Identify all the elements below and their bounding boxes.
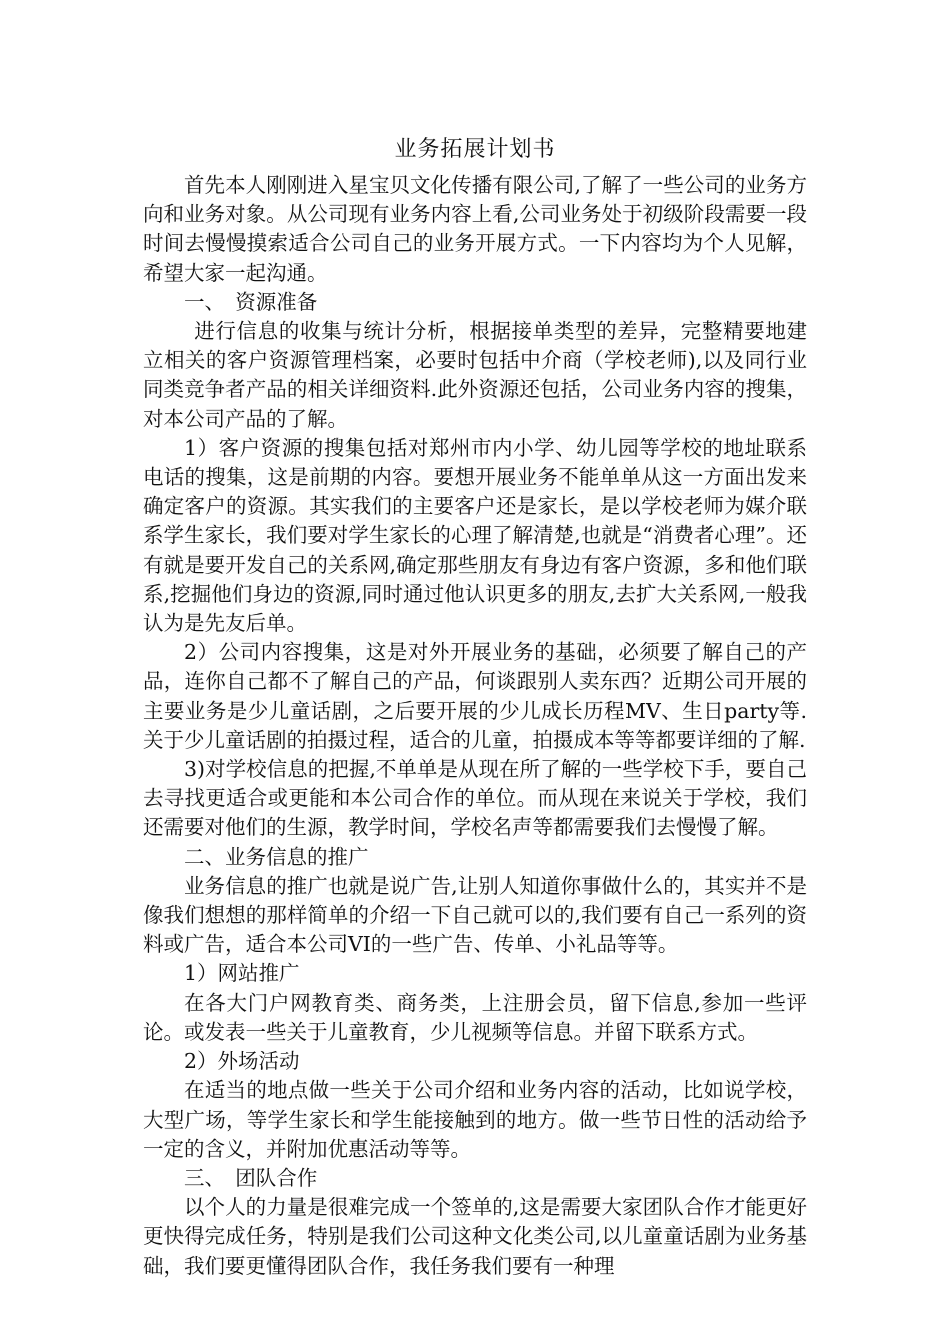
paragraph-customer-resources: 1）客户资源的搜集包括对郑州市内小学、幼儿园等学校的地址联系电话的搜集，这是前期的内容。要想开展业务不能单单从这一方面出发来确定客户的资源。其实我们的主要客户还是家长，是以学校老师为媒介联系学生家长，我们要对学生家长的心理了解清楚,也就是“消费者心理”。还有就是要开发自己的关系网,确定那些朋友有身边有客户资源，多和他们联系,挖掘他们身边的资源,同时通过他认识更多的朋友,去扩大关系网,一般我认为是先友后单。 — [143, 435, 807, 636]
subheading-outdoor-activity: 2）外场活动 — [184, 1049, 300, 1074]
document-body — [143, 133, 807, 1281]
paragraph-school-info: 3)对学校信息的把握,不单单是从现在所了解的一些学校下手，要自己去寻找更适合或更能和本公司合作的单位。而从现在来说关于学校，我们还需要对他们的生源，教学时间，学校名声等都需要我们去慢慢了解。 — [143, 757, 807, 840]
paragraph-company-content: 2）公司内容搜集，这是对外开展业务的基础，必须要了解自己的产品，连你自己都不了解自己的产品，何谈跟别人卖东西？近期公司开展的主要业务是少儿童话剧，之后要开展的少儿成长历程MV、生日party等.关于少儿童话剧的拍摄过程，适合的儿童，拍摄成本等等都要详细的了解. — [143, 640, 807, 752]
section-heading-promotion: 二、业务信息的推广 — [184, 844, 369, 869]
paragraph-resources: 进行信息的收集与统计分析，根据接单类型的差异，完整精要地建立相关的客户资源管理档案，必要时包括中介商（学校老师),以及同行业同类竞争者产品的相关详细资料.此外资源还包括，公司业务内容的搜集，对本公司产品的了解。 — [143, 319, 807, 431]
subheading-website-promotion: 1）网站推广 — [184, 961, 300, 986]
paragraph-website-promotion: 在各大门户网教育类、商务类，上注册会员，留下信息,参加一些评论。或发表一些关于儿童教育，少儿视频等信息。并留下联系方式。 — [143, 990, 807, 1044]
document-title: 业务拓展计划书 — [394, 137, 556, 162]
section-heading-resources: 一、 资源准备 — [184, 289, 318, 314]
section-heading-teamwork: 三、 团队合作 — [184, 1165, 318, 1190]
intro-paragraph: 首先本人刚刚进入星宝贝文化传播有限公司,了解了一些公司的业务方向和业务对象。从公司现有业务内容上看,公司业务处于初级阶段需要一段时间去慢慢摸索适合公司自己的业务开展方式。一下内容均为个人见解，希望大家一起沟通。 — [143, 173, 807, 285]
paragraph-outdoor-activity: 在适当的地点做一些关于公司介绍和业务内容的活动，比如说学校，大型广场，等学生家长和学生能接触到的地方。做一些节日性的活动给予一定的含义，并附加优惠活动等等。 — [143, 1078, 807, 1161]
paragraph-teamwork: 以个人的力量是很难完成一个签单的,这是需要大家团队合作才能更好更快得完成任务，特别是我们公司这种文化类公司,以儿童童话剧为业务基础，我们要更懂得团队合作，我任务我们要有一种理 — [143, 1195, 807, 1278]
paragraph-promotion: 业务信息的推广也就是说广告,让别人知道你事做什么的，其实并不是像我们想想的那样简单的介绍一下自己就可以的,我们要有自己一系列的资料或广告，适合本公司VI的一些广告、传单、小礼品等等。 — [143, 873, 807, 957]
